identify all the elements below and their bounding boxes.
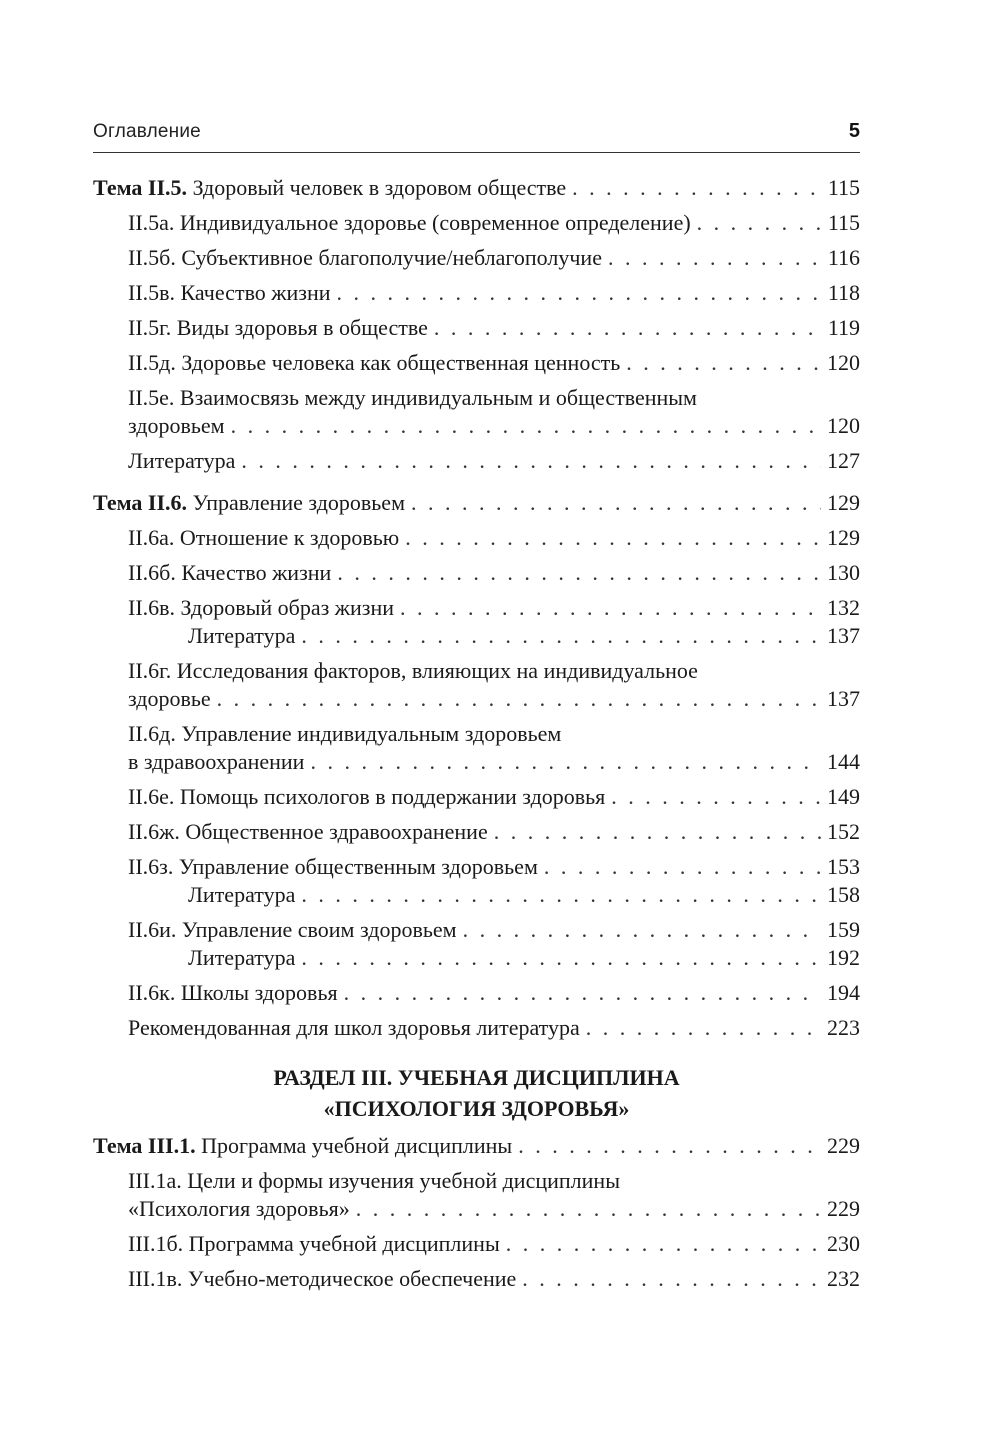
page-ref: 194 — [827, 980, 860, 1005]
toc-entry-II6zh[interactable] — [128, 816, 860, 848]
toc-entry-II6a[interactable] — [128, 522, 860, 554]
page-ref: 158 — [827, 882, 860, 907]
leader-dots — [231, 410, 821, 442]
toc-entry-II6b[interactable] — [128, 557, 860, 589]
toc-entry-lit-II6i[interactable] — [188, 942, 860, 974]
page-number: 5 — [848, 120, 860, 142]
toc-entry-II5d[interactable] — [128, 347, 860, 379]
leader-dots — [217, 683, 821, 715]
leader-dots — [411, 487, 821, 519]
entry-title: Литература — [188, 945, 296, 970]
entry-title: II.6з. Управление общественным здоровьем — [128, 854, 538, 879]
page-ref: 152 — [827, 819, 860, 844]
page-ref: 115 — [827, 210, 860, 235]
topic-title: Здоровый человек в здоровом обществе — [187, 175, 567, 200]
entry-title-line2: здоровье — [128, 686, 211, 711]
toc-entry-II6e[interactable] — [128, 781, 860, 813]
toc-entry-II6k[interactable] — [128, 977, 860, 1009]
entry-title: III.1б. Программа учебной дисциплины — [128, 1231, 500, 1256]
leader-dots — [506, 1228, 821, 1260]
leader-dots — [522, 1263, 821, 1295]
topic-title: Управление здоровьем — [187, 490, 405, 515]
page-ref: 120 — [827, 413, 860, 438]
running-header-title: Оглавление — [93, 121, 201, 142]
page-ref: 159 — [827, 917, 860, 942]
entry-title-line2: в здравоохранении — [128, 749, 305, 774]
section-heading — [93, 1062, 860, 1124]
toc-topic-II5[interactable] — [93, 172, 860, 204]
entry-title: II.6б. Качество жизни — [128, 560, 332, 585]
leader-dots — [572, 172, 822, 204]
leader-dots — [337, 557, 821, 589]
toc-entry-II5a[interactable] — [128, 207, 860, 239]
page-ref: 132 — [827, 595, 860, 620]
entry-title: Литература — [188, 882, 296, 907]
toc-entry-II5e[interactable] — [128, 410, 860, 442]
page-ref: 192 — [827, 945, 860, 970]
leader-dots — [344, 977, 821, 1009]
topic-label: Тема II.5. — [93, 175, 188, 200]
entry-title: II.6а. Отношение к здоровью — [128, 525, 400, 550]
toc-entry-lit-II6v[interactable] — [188, 620, 860, 652]
toc-topic-II6[interactable] — [93, 487, 860, 519]
toc-entry-II6g[interactable] — [128, 683, 860, 715]
page-ref: 149 — [827, 784, 860, 809]
page-ref: 153 — [827, 854, 860, 879]
page-ref: 130 — [827, 560, 860, 585]
leader-dots — [518, 1130, 821, 1162]
leader-dots — [310, 746, 821, 778]
leader-dots — [356, 1193, 821, 1225]
toc-entry-III1b[interactable] — [128, 1228, 860, 1260]
toc-entry-III1v[interactable] — [128, 1263, 860, 1295]
page-ref: 230 — [827, 1231, 860, 1256]
toc-entry-II5v[interactable] — [128, 277, 860, 309]
section-heading-line1: РАЗДЕЛ III. УЧЕБНАЯ ДИСЦИПЛИНА — [273, 1065, 680, 1090]
entry-title: III.1в. Учебно-методическое обеспечение — [128, 1266, 517, 1291]
leader-dots — [626, 347, 821, 379]
toc-entry-II6d[interactable] — [128, 746, 860, 778]
leader-dots — [697, 207, 822, 239]
leader-dots — [586, 1012, 821, 1044]
entry-title: II.6к. Школы здоровья — [128, 980, 338, 1005]
toc-entry-III1a[interactable] — [128, 1193, 860, 1225]
toc-entry-recommended[interactable] — [128, 1012, 860, 1044]
entry-title: II.5д. Здоровье человека как общественная ценность — [128, 350, 621, 375]
leader-dots — [337, 277, 822, 309]
entry-title-line1[interactable]: II.6г. Исследования факторов, влияющих на индивидуальное — [128, 658, 698, 683]
page-ref: 129 — [827, 490, 860, 515]
entry-title: Литература — [128, 448, 236, 473]
entry-title: II.5г. Виды здоровья в обществе — [128, 315, 428, 340]
toc-entry-II5b[interactable] — [128, 242, 860, 274]
page-ref: 229 — [827, 1133, 860, 1158]
page-ref: 144 — [827, 749, 860, 774]
entry-title-line2: здоровьем — [128, 413, 225, 438]
leader-dots — [405, 522, 821, 554]
toc-entry-lit-II5[interactable] — [128, 445, 860, 477]
page-ref: 137 — [827, 686, 860, 711]
entry-title: II.6ж. Общественное здравоохранение — [128, 819, 488, 844]
page-ref: 120 — [827, 350, 860, 375]
page-ref: 232 — [827, 1266, 860, 1291]
entry-title-line1[interactable]: III.1а. Цели и формы изучения учебной дисциплины — [128, 1168, 620, 1193]
page-ref: 116 — [827, 245, 860, 270]
leader-dots — [301, 620, 821, 652]
entry-title: Литература — [188, 623, 296, 648]
page-ref: 137 — [827, 623, 860, 648]
entry-title: Рекомендованная для школ здоровья литература — [128, 1015, 580, 1040]
page-ref: 119 — [827, 315, 860, 340]
leader-dots — [611, 781, 821, 813]
toc-entry-lit-II6z[interactable] — [188, 879, 860, 911]
page-ref: 127 — [827, 448, 860, 473]
page-ref: 229 — [827, 1196, 860, 1221]
leader-dots — [301, 942, 821, 974]
entry-title: II.5б. Субъективное благополучие/неблагополучие — [128, 245, 602, 270]
topic-title: Программа учебной дисциплины — [195, 1133, 513, 1158]
leader-dots — [301, 879, 821, 911]
page-ref: 129 — [827, 525, 860, 550]
entry-title: II.6и. Управление своим здоровьем — [128, 917, 457, 942]
leader-dots — [608, 242, 822, 274]
page-ref: 223 — [827, 1015, 860, 1040]
section-heading-line2: «ПСИХОЛОГИЯ ЗДОРОВЬЯ» — [323, 1096, 630, 1121]
entry-title: II.5а. Индивидуальное здоровье (современное определение) — [128, 210, 691, 235]
topic-label: Тема II.6. — [93, 490, 188, 515]
entry-title: II.5в. Качество жизни — [128, 280, 331, 305]
toc-topic-III1[interactable] — [93, 1130, 860, 1162]
page-ref: 115 — [827, 175, 860, 200]
entry-title-line1[interactable]: II.5е. Взаимосвязь между индивидуальным и общественным — [128, 385, 697, 410]
toc-entry-II5g[interactable] — [128, 312, 860, 344]
entry-title: II.6е. Помощь психологов в поддержании здоровья — [128, 784, 606, 809]
page-ref: 118 — [827, 280, 860, 305]
entry-title: II.6в. Здоровый образ жизни — [128, 595, 395, 620]
leader-dots — [494, 816, 821, 848]
entry-title-line1[interactable]: II.6д. Управление индивидуальным здоровьем — [128, 721, 562, 746]
entry-title-line2: «Психология здоровья» — [128, 1196, 350, 1221]
topic-label: Тема III.1. — [93, 1133, 196, 1158]
leader-dots — [241, 445, 821, 477]
leader-dots — [434, 312, 822, 344]
